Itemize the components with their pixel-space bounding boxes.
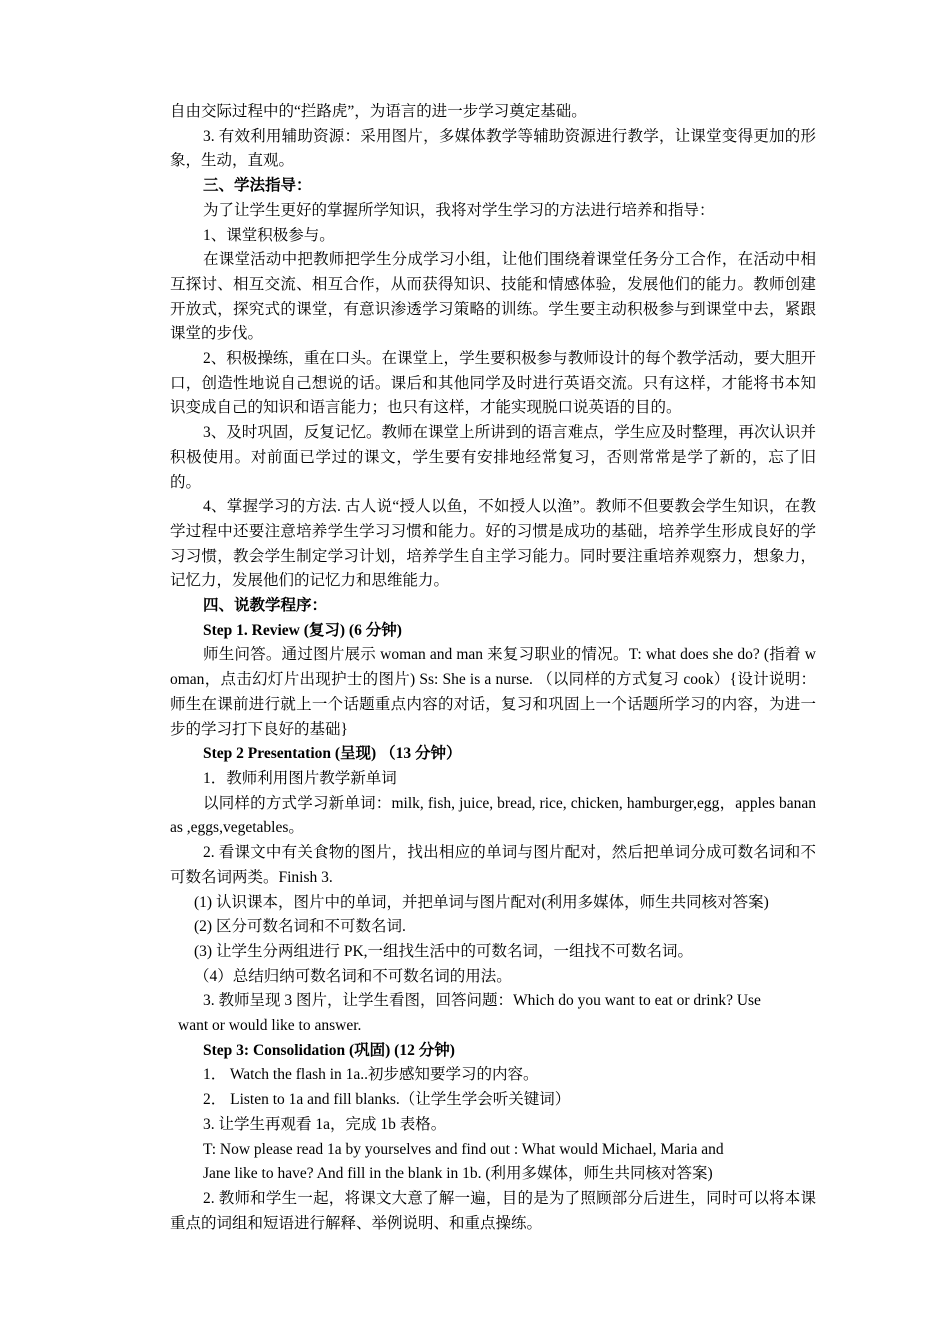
section-heading: 三、学法指导： <box>203 177 312 195</box>
paragraph: 3. 有效利用辅助资源：采用图片，多媒体教学等辅助资源进行教学，让课堂变得更加的形象，生动，直观。 <box>170 127 816 170</box>
paragraph: 为了让学生更好的掌握所学知识，我将对学生学习的方法进行培养和指导： <box>203 201 715 219</box>
paragraph: 师生问答。通过图片展示 woman and man 来复习职业的情况。T: what does she do? (指着 woman，点击幻灯片出现护士的图片) Ss: She is a nurse. （以同样的方式复习 cook）{设计说明：师生在课前进行就上一个话题重点内容的对话，复习和巩固上一个话题所学习的内容，为进一步的学习打下良好的基础} <box>170 646 816 738</box>
paragraph: 4、掌握学习的方法. 古人说“授人以鱼，不如授人以渔”。教师不但要教会学生知识，在教学过程中还要注意培养学生学习习惯和能力。好的习惯是成功的基础，培养学生形成良好的学习习惯，教会学生制定学习计划，培养学生自主学习能力。同时要注重培养观察力，想象力，记忆力，发展他们的记忆力和思维能力。 <box>170 498 816 590</box>
paragraph: 2. 教师和学生一起，将课文大意了解一遍，目的是为了照顾部分后进生，同时可以将本课重点的词组和短语进行解释、举例说明、和重点操练。 <box>170 1189 816 1232</box>
section-heading: 四、说教学程序： <box>203 597 328 615</box>
step-heading: Step 3: Consolidation (巩固) (12 分钟) <box>203 1041 455 1059</box>
paragraph: Jane like to have? And fill in the blank in 1b. (利用多媒体，师生共同核对答案) <box>203 1165 713 1183</box>
paragraph: 2． Listen to 1a and fill blanks.（让学生学会听关键词） <box>203 1091 571 1109</box>
list-item: (2) 区分可数名词和不可数名词. <box>194 918 406 936</box>
paragraph: 3. 让学生再观看 1a，完成 1b 表格。 <box>203 1115 447 1133</box>
step-heading: Step 1. Review (复习) (6 分钟) <box>203 621 402 639</box>
paragraph: 1、课堂积极参与。 <box>203 226 335 244</box>
paragraph: T: Now please read 1a by yourselves and find out : What would Michael, Maria and <box>203 1140 724 1158</box>
paragraph: 3、及时巩固，反复记忆。教师在课堂上所讲到的语言难点，学生应及时整理，再次认识并积极使用。对前面已学过的课文，学生要有安排地经常复习，否则常常是学了新的，忘了旧的。 <box>170 424 816 491</box>
paragraph: 1． Watch the flash in 1a..初步感知要学习的内容。 <box>203 1066 539 1084</box>
list-item: (1) 认识课本，图片中的单词，并把单词与图片配对(利用多媒体，师生共同核对答案) <box>194 893 769 911</box>
step-heading: Step 2 Presentation (呈现) （13 分钟） <box>203 745 462 763</box>
list-item: （4）总结归纳可数名词和不可数名词的用法。 <box>194 967 512 985</box>
paragraph: 3. 教师呈现 3 图片，让学生看图，回答问题：Which do you want to eat or drink? Use <box>203 992 761 1010</box>
paragraph: 在课堂活动中把教师把学生分成学习小组，让他们围绕着课堂任务分工合作，在活动中相互探讨、相互交流、相互合作，从而获得知识、技能和情感体验，发展他们的能力。教师创建开放式，探究式的课堂，有意识渗透学习策略的训练。学生要主动积极参与到课堂中去，紧跟课堂的步伐。 <box>170 251 816 343</box>
paragraph: 自由交际过程中的“拦路虎”，为语言的进一步学习奠定基础。 <box>170 103 587 120</box>
paragraph: 1．教师利用图片教学新单词 <box>203 769 397 787</box>
paragraph: 以同样的方式学习新单词：milk, fish, juice, bread, rice, chicken, hamburger,egg，apples bananas ,eggs,vegetables。 <box>170 794 816 837</box>
paragraph: 2、积极操练，重在口头。在课堂上，学生要积极参与教师设计的每个教学活动，要大胆开口，创造性地说自己想说的话。课后和其他同学及时进行英语交流。只有这样，才能将书本知识变成自己的知识和语言能力；也只有这样，才能实现脱口说英语的目的。 <box>170 350 816 417</box>
list-item: (3) 让学生分两组进行 PK,一组找生活中的可数名词，一组找不可数名词。 <box>194 942 694 960</box>
paragraph-continuation: want or would like to answer. <box>178 1017 362 1035</box>
paragraph: 2. 看课文中有关食物的图片，找出相应的单词与图片配对，然后把单词分成可数名词和不可数名词两类。Finish 3. <box>170 844 816 886</box>
document-body <box>170 100 816 1236</box>
